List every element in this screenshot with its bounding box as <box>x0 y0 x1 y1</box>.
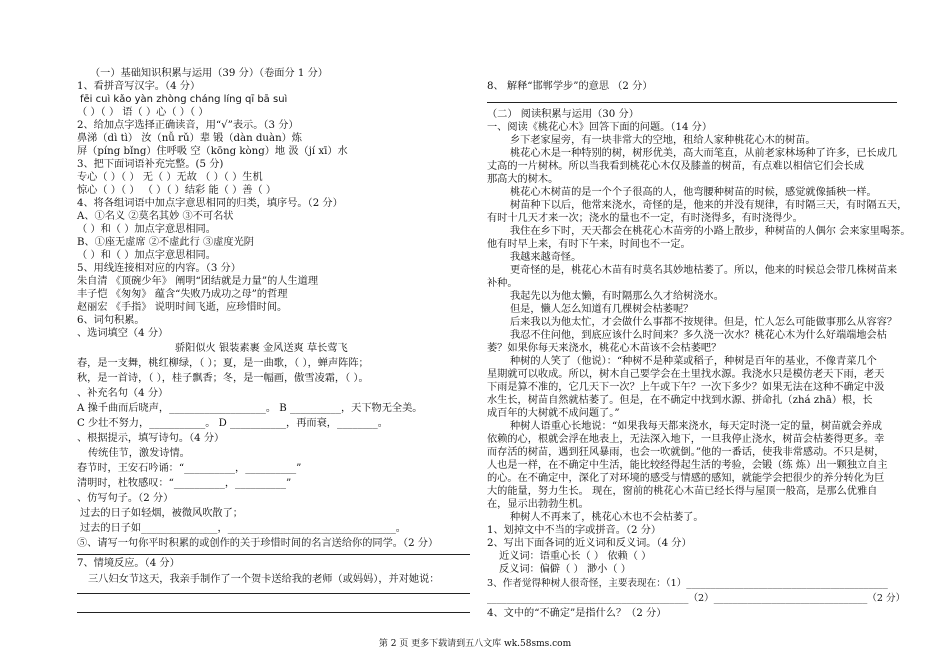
passage-line: 我越来越奇怪。 <box>510 252 582 263</box>
passage-line: 树苗种下以后，他常来浇水，奇怪的是，他来的并没有规律，有时隔三天，有时隔五天， <box>510 200 908 211</box>
answer-line <box>77 593 470 594</box>
q6-3-qingming: 清明时，杜牧感叹：“__________，__________” <box>77 478 292 489</box>
q6-3-spring: 春节时，王安石吟诵：“__________，__________” <box>77 463 302 474</box>
passage-line: 我起先以为他太懒，有时隔那么久才给树浇水。 <box>510 291 724 302</box>
q2-row2: 屏（píng bǐng）住呼吸 空（kōng kòng）地 汲（jí xī）水 <box>77 146 348 157</box>
passage-line: 但是，懒人怎么知道有几棵树会枯萎呢？ <box>510 304 694 315</box>
reading-q2-antonyms: 反义词：偏僻（ ） 渺小（ ） <box>499 564 631 575</box>
q4-b-answer: （ ）和（ ）加点字意思相同。 <box>77 250 216 261</box>
q6-1-options: 骄阳似火 银装素裹 金风送爽 草长莺飞 <box>175 343 348 354</box>
passage-line: 补种。 <box>487 278 518 289</box>
passage-line: 人也是一样，在不确定中生活，能比较经得起生活的考验，会锻（练 炼）出一颗独立自主 <box>487 460 888 471</box>
passage-line: 的心。在不确定中，深化了对环境的感受与情感的感知，就能学会把很少的养分转化为巨 <box>487 473 885 484</box>
q6-1-line1: 春，是一支舞，桃红柳绿，（ ）；夏，是一曲歌，（ ），蝉声阵阵； <box>77 358 369 369</box>
passage-line: 那高大的树木。 <box>487 174 559 185</box>
q1-pinyin: fēi cuì kǎo yàn zhòng cháng líng qī bā suì <box>80 94 288 105</box>
q5-row1: 朱自清 《顶碗少年》 阐明“团结就是力量”的人生道理 <box>77 276 319 287</box>
passage-line: 萎？如果你每天来浇水，桃花心木苗该不会枯萎吧？ <box>487 343 722 354</box>
q4-a: A、①名义 ②莫名其妙 ③不可名状 <box>77 211 234 222</box>
passage-line: 更奇怪的是，桃花心木苗有时莫名其妙地枯萎了。所以，他来的时候总会带几株树苗来 <box>510 265 898 276</box>
q4-title: 4、将各组词语中加点字意思相同的归类，填序号。（2 分） <box>77 198 343 209</box>
reading-q3-answer: __________________________________________（2）________________________________（2 分） <box>487 593 906 604</box>
answer-line <box>77 612 470 613</box>
q5-row2: 丰子恺 《匆匆》 蕴含“失败乃成功之母”的哲理 <box>77 289 288 300</box>
page-footer: 第 2 页 更多下载请到五八文库 wk.58sms.com <box>378 639 572 649</box>
q4-a-answer: （ ）和（ ）加点字意思相同。 <box>77 224 216 235</box>
q6-2-line2: C 少壮不努力，___________。 D ___________，再而衰，________。 <box>77 418 388 429</box>
q6-title: 6、词句积累。 <box>77 315 145 326</box>
q6-1-title: 、选词填空（4 分） <box>77 328 169 339</box>
q2-title: 2、给加点字选择正确读音，用“√”表示。（3 分） <box>77 120 299 131</box>
q6-4-example: 过去的日子如轻烟，被微风吹散了； <box>80 508 243 519</box>
q6-2-title: 、补充名句（4 分） <box>77 388 169 399</box>
q6-2-line1: A 操千曲而后晓声，___________________。 B __________，天下物无全美。 <box>77 403 423 414</box>
reading-q2-synonyms: 近义词：语重心长（ ） 依赖（ ） <box>499 551 652 562</box>
passage-line: 乡下老家屋旁，有一块非常大的空地，租给人家种桃花心木的树苗。 <box>510 135 816 146</box>
reading-q4: 4、文中的“不确定”是指什么？（2 分） <box>487 608 667 619</box>
q1-title: 1、看拼音写汉字。（4 分） <box>77 81 201 92</box>
passage-line: 种树人语重心长地说：“如果我每天都来浇水，每天定时浇一定的量，树苗就会养成 <box>510 421 882 432</box>
passage-line: 种树人不再来了，桃花心木也不会枯萎了。 <box>510 512 704 523</box>
q6-3-intro: 传统佳节，激发诗情。 <box>88 448 190 459</box>
passage-line: 依赖的心，根就会浮在地表上，无法深入地下，一旦我停止浇水，树苗会枯萎得更多。幸 <box>487 434 885 445</box>
passage-line: 而存活的树苗，遇到狂风暴雨，也会一吹就倒。”他的一番话，使我非常感动。不只是树， <box>487 447 885 458</box>
passage-line: 大的能量，努力生长。 现在，窗前的桃花心木苗已经长得与屋顶一般高，是那么优雅自 <box>487 486 878 497</box>
passage-line: 我忍不住问他，到底应该什么时间来？多久浇一次水？桃花心木为什么好端端地会枯 <box>510 330 887 341</box>
q6-3-title: 、根据提示，填写诗句。（4 分） <box>77 433 225 444</box>
passage-line: 成百年的大树就不成问题了。” <box>487 408 620 419</box>
passage-line: 下雨是算不准的，它几天下一次？上午或下午？一次下多少？如果无法在这种不确定中汲 <box>487 382 885 393</box>
q4-b: B、①座无虚席 ②不虚此行 ③虚度光阴 <box>77 237 254 248</box>
answer-line <box>487 102 897 103</box>
passage-line: 桃花心木树苗的是一个个子很高的人，他弯腰种树苗的时候，感觉就像插秧一样。 <box>510 187 877 198</box>
q6-4-title: 、仿写句子。（2 分） <box>77 493 174 504</box>
passage-line: 他有时早上来，有时下午来，时间也不一定。 <box>487 239 691 250</box>
q2-row1: 鼻涕（dì tì） 汝（nǚ rǔ）辈 锻（dàn duàn）炼 <box>77 133 302 144</box>
q1-blanks: （ ）（ ） 语（ ）心（ ）（ ） <box>77 107 209 118</box>
passage-line: 丈高的一片树林。所以当我看到桃花心木仅及膝盖的树苗，有点难以相信它们会长成 <box>487 161 864 172</box>
q6-5-title: ⑤、请写一句你平时积累的或创作的关于珍惜时间的名言送给你的同学。（2 分） <box>77 538 439 549</box>
section-two-heading: （二） 阅读积累与运用（30 分） <box>487 109 639 120</box>
reading-q2: 2、写出下面各词的近义词和反义词。（4 分） <box>487 538 692 549</box>
passage-line: 我住在乡下时，天天都会在桃花心木苗旁的小路上散步，种树苗的人偶尔 会来家里喝茶。 <box>510 226 911 237</box>
passage-line: 后来我以为他太忙，才会做什么事都不按规律。但是，忙人怎么可能做事那么从容容？ <box>510 317 898 328</box>
passage-line: 种树的人笑了（他说）：“种树不是种菜或稻子，种树是百年的基业，不像青菜几个 <box>510 356 877 367</box>
q3-row1: 专心（ ）（ ） 无（ ）无故 （ ）（ ）生机 <box>77 172 263 183</box>
q7-title: 7、情境反应。（4 分） <box>77 558 180 569</box>
q5-row3: 赵丽宏 《手指》 说明时间飞逝，应珍惜时间。 <box>77 302 288 313</box>
reading-q1: 1、划掉文中不当的字或拼音。（2 分） <box>487 525 662 536</box>
reading-q3: 3、作者觉得种树人很奇怪，主要表现在：（1）__________________________________________ <box>487 578 888 589</box>
passage-line: 水生长，树苗自然就枯萎了。但是，在不确定中找到水源、拼命扎（zhá zhā）根，长 <box>487 395 873 406</box>
q6-4-answer: 过去的日子如_______________，_________________________________。 <box>80 523 406 534</box>
q3-row2: 惊心（ ）（ ） （ ）（ ）结彩 能（ ）善（ ） <box>77 185 277 196</box>
q5-title: 5、用线连接相对应的内容。（3 分） <box>77 263 241 274</box>
passage-line: 桃花心木是一种特别的树，树形优美，高大而笔直，从前老家林场种了许多，已长成几 <box>510 148 898 159</box>
q7-text: 三八妇女节这天，我亲手制作了一个贺卡送给我的老师（或妈妈），并对她说： <box>88 574 440 585</box>
passage-line: 有时十几天才来一次；浇水的量也不一定，有时浇得多，有时浇得少。 <box>487 213 803 224</box>
passage-line: 星期就可以收成。所以，树木自己要学会在土里找水源。我浇水只是模仿老天下雨，老天 <box>487 369 885 380</box>
section-one-heading: （一）基础知识积累与运用（39 分）（卷面分 1 分） <box>90 68 328 79</box>
reading-title: 一、阅读《桃花心木》回答下面的问题。（14 分） <box>487 122 713 133</box>
passage-line: 在，显示出勃勃生机。 <box>487 499 589 510</box>
q8-title: 8、 解释“邯郸学步”的意思 （2 分） <box>487 81 653 92</box>
q6-1-line2: 秋，是一首诗，（ ），桂子飘香；冬，是一幅画，傲雪凌霜，（ ）。 <box>77 373 369 384</box>
q3-title: 3、把下面词语补充完整。(5 分) <box>77 159 224 170</box>
answer-line <box>77 554 470 555</box>
